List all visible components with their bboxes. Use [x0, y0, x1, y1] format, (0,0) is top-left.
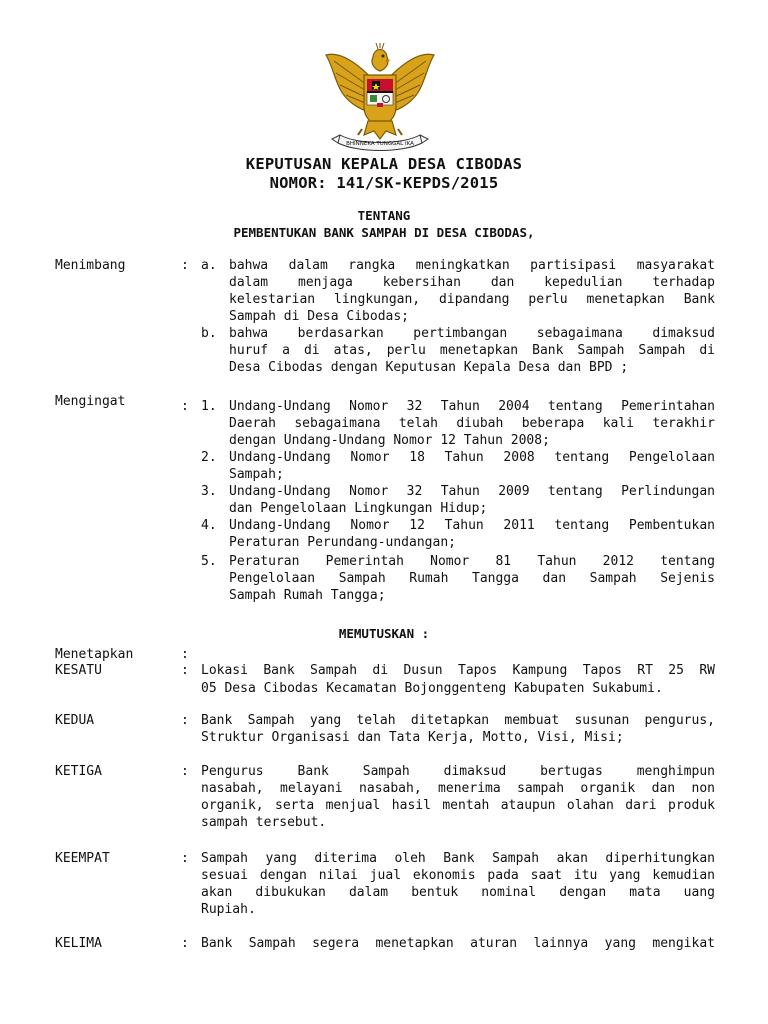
mengingat-2-line: Sampah;: [229, 467, 284, 482]
menimbang-mark-b: b.: [201, 326, 217, 341]
decree-subject: PEMBENTUKAN BANK SAMPAH DI DESA CIBODAS,: [233, 225, 535, 240]
kelima-colon: :: [181, 936, 189, 951]
menimbang-mark-a: a.: [201, 258, 217, 273]
menimbang-a-line: Sampah di Desa Cibodas;: [229, 309, 410, 324]
keempat-line: akan dibukukan dalam bentuk nominal dengan mata uang: [201, 885, 715, 900]
mengingat-4-line: Undang-Undang Nomor 12 Tahun 2011 tentang Pembentukan: [229, 518, 715, 533]
menimbang-b-line: huruf a di atas, perlu menetapkan Bank Sampah Sampah di: [229, 343, 715, 358]
ketiga-line: Pengurus Bank Sampah dimaksud bertugas menghimpun: [201, 764, 715, 779]
menimbang-b-line: Desa Cibodas dengan Keputusan Kepala Desa dan BPD ;: [229, 360, 629, 375]
mengingat-label: Mengingat: [55, 394, 126, 409]
menetapkan-colon: :: [181, 647, 189, 662]
kesatu-line: Lokasi Bank Sampah di Dusun Tapos Kampung Tapos RT 25 RW: [201, 663, 715, 678]
kesatu-label: KESATU: [55, 663, 102, 678]
ketiga-line: organik, serta menjual hasil mentah ataupun olahan dari produk: [201, 798, 715, 813]
mengingat-5-line: Pengelolaan Sampah Rumah Tangga dan Sampah Sejenis: [229, 571, 715, 586]
menimbang-a-line: dalam menjaga kebersihan dan kepedulian terhadap: [229, 275, 715, 290]
mengingat-3-line: Undang-Undang Nomor 32 Tahun 2009 tentang Perlindungan: [229, 484, 715, 499]
menetapkan-label: Menetapkan: [55, 647, 134, 662]
decree-number: NOMOR: 141/SK-KEPDS/2015: [269, 174, 499, 192]
keempat-label: KEEMPAT: [55, 851, 110, 866]
kedua-line: Bank Sampah yang telah ditetapkan membuat susunan pengurus,: [201, 713, 715, 728]
ketiga-line: sampah tersebut.: [201, 815, 327, 830]
kesatu-colon: :: [181, 663, 189, 678]
ketiga-colon: :: [181, 764, 189, 779]
mengingat-4-line: Peraturan Perundang-undangan;: [229, 535, 456, 550]
keempat-line: sesuai dengan nilai jual ekonomis pada saat itu yang kemudian: [201, 868, 715, 883]
keempat-colon: :: [181, 851, 189, 866]
menimbang-colon: :: [181, 258, 189, 273]
mengingat-1-line: Daerah sebagaimana telah diubah beberapa kali terakhir: [229, 416, 715, 431]
menimbang-a-line: bahwa dalam rangka meningkatkan partisipasi masyarakat: [229, 258, 715, 273]
kedua-label: KEDUA: [55, 713, 95, 728]
garuda-emblem-icon: [318, 43, 442, 153]
mengingat-mark-3: 3.: [201, 484, 217, 499]
emblem-ribbon-text: BHINNEKA TUNGGAL IKA: [346, 141, 414, 147]
kedua-line: Struktur Organisasi dan Tata Kerja, Motto, Visi, Misi;: [201, 730, 624, 745]
mengingat-colon: :: [181, 399, 189, 414]
menimbang-label: Menimbang: [55, 258, 126, 273]
kedua-colon: :: [181, 713, 189, 728]
mengingat-mark-2: 2.: [201, 450, 217, 465]
keempat-line: Sampah yang diterima oleh Bank Sampah akan diperhitungkan: [201, 851, 715, 866]
ketiga-label: KETIGA: [55, 764, 102, 779]
mengingat-1-line: Undang-Undang Nomor 32 Tahun 2004 tentang Pemerintahan: [229, 399, 715, 414]
mengingat-3-line: dan Pengelolaan Lingkungan Hidup;: [229, 501, 488, 516]
decree-title: KEPUTUSAN KEPALA DESA CIBODAS: [245, 155, 523, 173]
menimbang-a-line: kelestarian lingkungan, dipandang perlu menetapkan Bank: [229, 292, 715, 307]
mengingat-5-line: Peraturan Pemerintah Nomor 81 Tahun 2012 tentang: [229, 554, 715, 569]
kelima-line: Bank Sampah segera menetapkan aturan lainnya yang mengikat: [201, 936, 715, 951]
menimbang-b-line: bahwa berdasarkan pertimbangan sebagaimana dimaksud: [229, 326, 715, 341]
ketiga-line: nasabah, melayani nasabah, menerima sampah organik dan non: [201, 781, 715, 796]
tentang-heading: TENTANG: [357, 208, 411, 223]
mengingat-5-line: Sampah Rumah Tangga;: [229, 588, 386, 603]
mengingat-2-line: Undang-Undang Nomor 18 Tahun 2008 tentang Pengelolaan: [229, 450, 715, 465]
kesatu-line: 05 Desa Cibodas Kecamatan Bojonggenteng Kabupaten Sukabumi.: [201, 681, 663, 696]
kelima-label: KELIMA: [55, 936, 102, 951]
mengingat-mark-4: 4.: [201, 518, 217, 533]
mengingat-mark-5: 5.: [201, 554, 217, 569]
mengingat-1-line: dengan Undang-Undang Nomor 12 Tahun 2008;: [229, 433, 550, 448]
keempat-line: Rupiah.: [201, 902, 256, 917]
memutuskan-heading: MEMUTUSKAN :: [338, 626, 430, 641]
mengingat-mark-1: 1.: [201, 399, 217, 414]
